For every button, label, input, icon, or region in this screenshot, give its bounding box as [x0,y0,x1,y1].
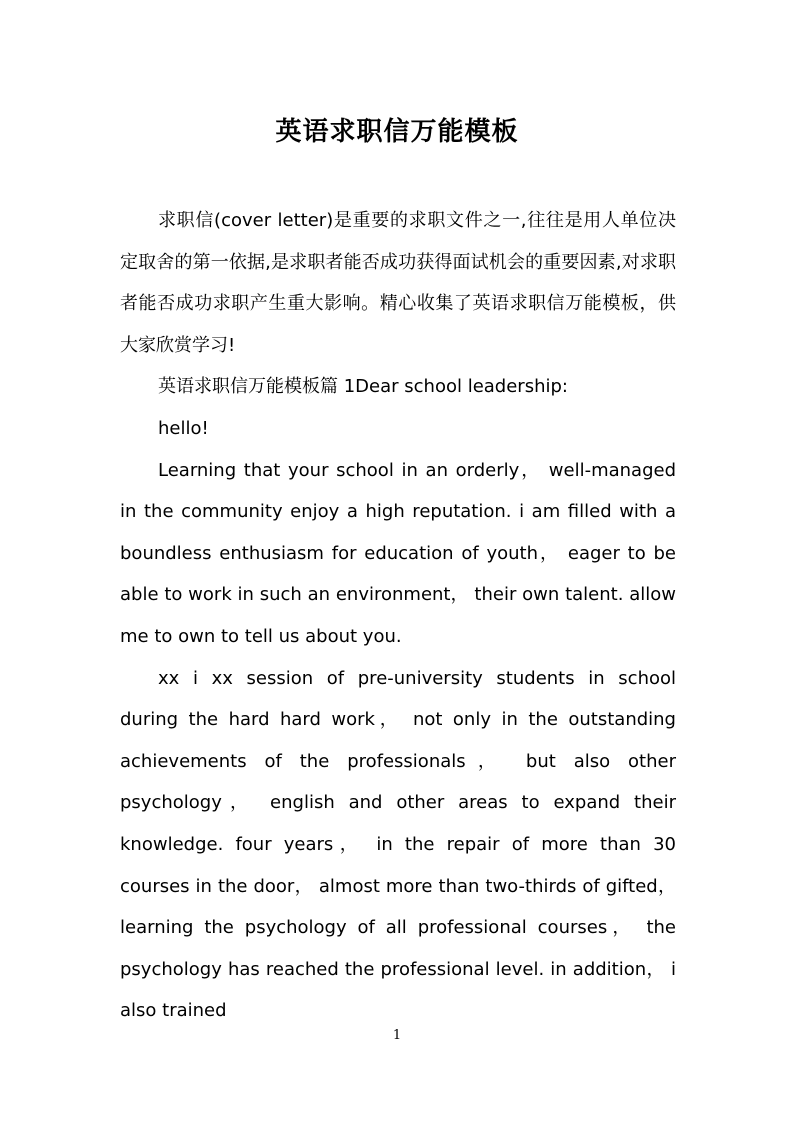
paragraph-body-2: xx i xx session of pre-university students in school during the hard hard work， not only in the outstanding achievements of the professionals， but also other psychology， english and other areas to expand their knowledge. four years， in the repair of more than 30 courses in the door， almost more than two-thirds of gifted， learning the psychology of all professional courses， the psychology has reached the professional level. in addition， i also trained [120,667,676,1022]
paragraph-greeting: hello! [158,417,209,439]
page-number: 1 [392,1028,402,1043]
paragraph-body-1: Learning that your school in an orderly， well-managed in the community enjoy a high reputation. i am filled with a boundless enthusiasm for education of youth， eager to be able to work in such an environment， their own talent. allow me to own to tell us about you. [120,459,676,647]
paragraph-salutation-heading: 英语求职信万能模板篇 1Dear school leadership: [158,376,568,398]
document-body [120,200,676,1032]
paragraph-intro: 求职信(cover letter)是重要的求职文件之一,往往是用人单位决定取舍的第一依据,是求职者能否成功获得面试机会的重要因素,对求职者能否成功求职产生重大影响。精心收集了英语求职信万能模板，供大家欣赏学习! [120,210,676,356]
document-title: 英语求职信万能模板 [275,117,519,147]
